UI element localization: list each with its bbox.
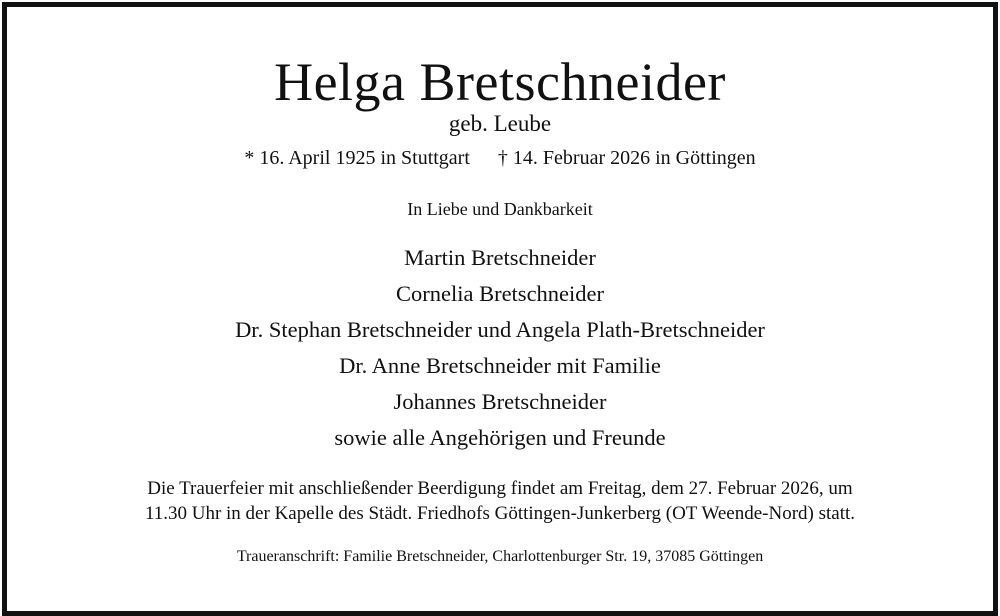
death-date: † 14. Februar 2026 in Göttingen: [497, 147, 756, 169]
life-dates: [0, 145, 1000, 171]
mourners-list: [0, 240, 1000, 456]
funeral-service-info: [0, 476, 1000, 526]
deceased-name: Helga Bretschneider: [274, 52, 726, 112]
mourner-name: Cornelia Bretschneider: [395, 281, 605, 306]
birth-date: * 16. April 1925 in Stuttgart: [244, 147, 470, 169]
dedication: In Liebe und Dankbarkeit: [407, 199, 593, 219]
mourner-name: Dr. Stephan Bretschneider und Angela Plath-Bretschneider: [235, 317, 765, 342]
mourner-name: Martin Bretschneider: [404, 245, 596, 270]
mourner-name: Dr. Anne Bretschneider mit Familie: [339, 353, 661, 378]
service-text-line: 11.30 Uhr in der Kapelle des Städt. Friedhofs Göttingen-Junkerberg (OT Weende-Nord) statt.: [144, 503, 856, 524]
service-text-line: Die Trauerfeier mit anschließender Beerdigung findet am Freitag, dem 27. Februar 2026, um: [147, 478, 853, 499]
mourner-name: sowie alle Angehörigen und Freunde: [334, 425, 666, 450]
condolence-address: Traueranschrift: Familie Bretschneider, Charlottenburger Str. 19, 37085 Göttingen: [236, 548, 764, 565]
birth-name: geb. Leube: [448, 111, 552, 136]
mourner-name: Johannes Bretschneider: [393, 389, 607, 414]
